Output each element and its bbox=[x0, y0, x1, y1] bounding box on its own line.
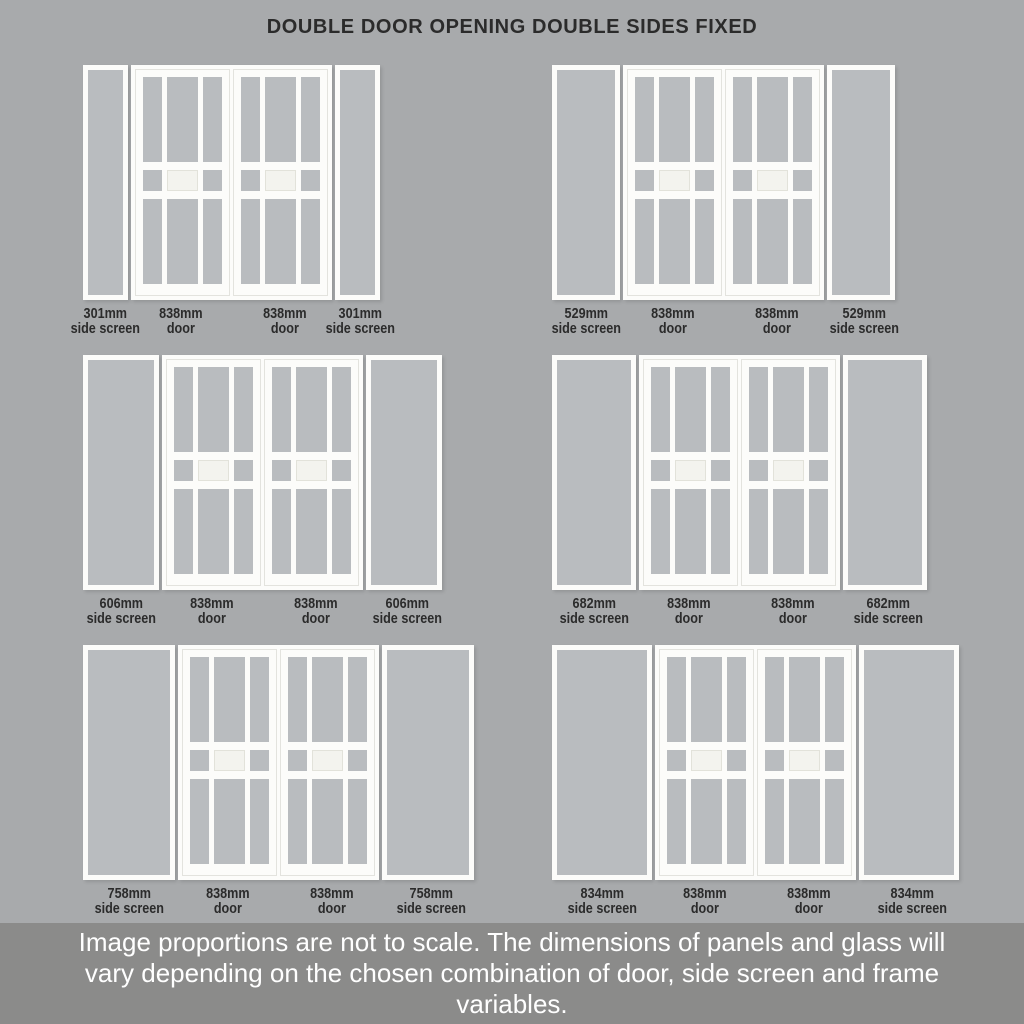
glass-pane bbox=[143, 170, 162, 191]
double-door-unit bbox=[178, 645, 379, 880]
side-screen-caption: side screen bbox=[70, 320, 141, 337]
glass-pane bbox=[301, 199, 320, 284]
glass-pane bbox=[214, 657, 246, 742]
side-screen-right bbox=[827, 65, 895, 300]
door-size: 838mm bbox=[683, 885, 727, 902]
glass-pane bbox=[203, 199, 222, 284]
mid-panel bbox=[675, 460, 707, 481]
glass-pane bbox=[250, 779, 269, 864]
door-label bbox=[755, 306, 798, 336]
door-right bbox=[741, 359, 836, 586]
glass-pane bbox=[296, 367, 328, 452]
glass-pane bbox=[757, 77, 789, 162]
glass-pane bbox=[809, 489, 828, 574]
door-assembly bbox=[552, 65, 898, 355]
door-size: 838mm bbox=[755, 305, 799, 322]
mid-panel bbox=[214, 750, 246, 771]
side-screen-right bbox=[366, 355, 442, 590]
glass-pane bbox=[757, 199, 789, 284]
side-screen-left bbox=[83, 645, 175, 880]
door-label bbox=[668, 596, 711, 626]
mid-panel bbox=[265, 170, 297, 191]
glass-pane bbox=[651, 367, 670, 452]
glass-pane bbox=[727, 779, 746, 864]
glass-pane bbox=[312, 657, 344, 742]
glass-pane bbox=[789, 657, 821, 742]
glass-pane bbox=[234, 489, 253, 574]
glass-pane bbox=[332, 489, 351, 574]
glass-pane bbox=[675, 367, 707, 452]
door-caption: door bbox=[198, 610, 227, 627]
glass-pane bbox=[765, 657, 784, 742]
door-caption: door bbox=[214, 900, 243, 917]
mid-panel bbox=[773, 460, 805, 481]
side-screen-glass bbox=[832, 70, 890, 295]
glass-pane bbox=[203, 170, 222, 191]
side-screen-right bbox=[859, 645, 959, 880]
door-assembly bbox=[83, 355, 445, 645]
door-size: 838mm bbox=[263, 305, 307, 322]
double-door-unit bbox=[623, 65, 824, 300]
door-left bbox=[166, 359, 261, 586]
door-left bbox=[643, 359, 738, 586]
mid-panel bbox=[167, 170, 199, 191]
glass-pane bbox=[272, 367, 291, 452]
side-screen-caption: side screen bbox=[325, 320, 396, 337]
glass-pane bbox=[332, 367, 351, 452]
glass-pane bbox=[793, 170, 812, 191]
door-size: 838mm bbox=[190, 595, 234, 612]
side-screen-glass bbox=[371, 360, 437, 585]
double-door-unit bbox=[131, 65, 332, 300]
labels-row bbox=[83, 886, 477, 916]
glass-pane bbox=[241, 77, 260, 162]
glass-pane bbox=[272, 460, 291, 481]
glass-pane bbox=[727, 657, 746, 742]
door-right bbox=[264, 359, 359, 586]
side-screen-size: 682mm bbox=[866, 595, 910, 612]
door-caption: door bbox=[762, 320, 791, 337]
glass-pane bbox=[773, 367, 805, 452]
glass-pane bbox=[675, 489, 707, 574]
glass-pane bbox=[265, 199, 297, 284]
side-screen-label bbox=[567, 886, 636, 916]
door-left bbox=[627, 69, 722, 296]
glass-pane bbox=[711, 460, 730, 481]
side-screen-size: 606mm bbox=[385, 595, 429, 612]
side-screen-caption: side screen bbox=[86, 610, 156, 627]
side-screen-caption: side screen bbox=[94, 900, 164, 917]
door-size: 838mm bbox=[159, 305, 203, 322]
door-label bbox=[160, 306, 203, 336]
mid-panel bbox=[296, 460, 328, 481]
side-screen-label bbox=[326, 306, 395, 336]
glass-pane bbox=[174, 367, 193, 452]
door-assembly bbox=[70, 65, 396, 355]
labels-row bbox=[552, 596, 930, 626]
side-screen-glass bbox=[557, 650, 647, 875]
side-screen-size: 758mm bbox=[409, 885, 453, 902]
panels-row bbox=[83, 65, 383, 300]
side-screen-caption: side screen bbox=[551, 320, 621, 337]
door-right bbox=[233, 69, 328, 296]
door-assembly bbox=[552, 355, 930, 645]
door-size: 838mm bbox=[206, 885, 250, 902]
door-size: 838mm bbox=[771, 595, 815, 612]
door-size: 838mm bbox=[787, 885, 831, 902]
glass-pane bbox=[288, 657, 307, 742]
side-screen-right bbox=[382, 645, 474, 880]
glass-pane bbox=[651, 489, 670, 574]
side-screen-label bbox=[86, 596, 155, 626]
glass-pane bbox=[348, 779, 367, 864]
side-screen-glass bbox=[387, 650, 469, 875]
door-left bbox=[135, 69, 230, 296]
glass-pane bbox=[241, 170, 260, 191]
glass-pane bbox=[272, 489, 291, 574]
mid-panel bbox=[757, 170, 789, 191]
side-screen-size: 529mm bbox=[564, 305, 608, 322]
door-size: 838mm bbox=[651, 305, 695, 322]
door-caption: door bbox=[270, 320, 299, 337]
door-label bbox=[771, 596, 814, 626]
mid-panel bbox=[659, 170, 691, 191]
glass-pane bbox=[691, 657, 723, 742]
side-screen-size: 529mm bbox=[842, 305, 886, 322]
side-screen-caption: side screen bbox=[877, 900, 947, 917]
side-screen-label bbox=[94, 886, 163, 916]
glass-pane bbox=[749, 460, 768, 481]
glass-pane bbox=[659, 199, 691, 284]
door-label bbox=[787, 886, 830, 916]
side-screen-glass bbox=[557, 70, 615, 295]
door-label bbox=[207, 886, 250, 916]
side-screen-caption: side screen bbox=[567, 900, 637, 917]
glass-pane bbox=[667, 657, 686, 742]
glass-pane bbox=[167, 199, 199, 284]
door-right bbox=[280, 649, 375, 876]
glass-pane bbox=[793, 77, 812, 162]
glass-pane bbox=[733, 199, 752, 284]
door-left bbox=[659, 649, 754, 876]
door-caption: door bbox=[691, 900, 720, 917]
mid-panel bbox=[789, 750, 821, 771]
door-right bbox=[725, 69, 820, 296]
glass-pane bbox=[234, 460, 253, 481]
side-screen-caption: side screen bbox=[396, 900, 466, 917]
side-screen-label bbox=[551, 306, 620, 336]
glass-pane bbox=[711, 367, 730, 452]
side-screen-right bbox=[335, 65, 380, 300]
door-caption: door bbox=[794, 900, 823, 917]
glass-pane bbox=[288, 779, 307, 864]
side-screen-right bbox=[843, 355, 927, 590]
glass-pane bbox=[214, 779, 246, 864]
glass-pane bbox=[348, 657, 367, 742]
glass-pane bbox=[265, 77, 297, 162]
glass-pane bbox=[198, 489, 230, 574]
side-screen-left bbox=[552, 355, 636, 590]
side-screen-label bbox=[559, 596, 628, 626]
mid-panel bbox=[691, 750, 723, 771]
glass-pane bbox=[234, 367, 253, 452]
side-screen-label bbox=[853, 596, 922, 626]
glass-pane bbox=[301, 170, 320, 191]
glass-pane bbox=[793, 199, 812, 284]
glass-pane bbox=[711, 489, 730, 574]
double-door-unit bbox=[162, 355, 363, 590]
side-screen-glass bbox=[88, 360, 154, 585]
glass-pane bbox=[695, 77, 714, 162]
glass-pane bbox=[825, 657, 844, 742]
glass-pane bbox=[635, 170, 654, 191]
glass-pane bbox=[773, 489, 805, 574]
glass-pane bbox=[667, 750, 686, 771]
glass-pane bbox=[190, 657, 209, 742]
glass-pane bbox=[825, 779, 844, 864]
side-screen-label bbox=[372, 596, 441, 626]
panels-row bbox=[552, 645, 962, 880]
door-label bbox=[684, 886, 727, 916]
glass-pane bbox=[727, 750, 746, 771]
door-caption: door bbox=[659, 320, 688, 337]
glass-pane bbox=[288, 750, 307, 771]
side-screen-left bbox=[83, 65, 128, 300]
glass-pane bbox=[635, 77, 654, 162]
door-size: 838mm bbox=[310, 885, 354, 902]
glass-pane bbox=[167, 77, 199, 162]
door-size: 838mm bbox=[294, 595, 338, 612]
diagram-grid bbox=[70, 65, 1024, 935]
door-caption: door bbox=[301, 610, 330, 627]
glass-pane bbox=[765, 750, 784, 771]
door-left bbox=[182, 649, 277, 876]
mid-panel bbox=[312, 750, 344, 771]
side-screen-size: 834mm bbox=[580, 885, 624, 902]
glass-pane bbox=[749, 489, 768, 574]
glass-pane bbox=[667, 779, 686, 864]
side-screen-glass bbox=[88, 70, 123, 295]
footer-disclaimer-bar bbox=[0, 923, 1024, 1024]
door-label bbox=[263, 306, 306, 336]
glass-pane bbox=[809, 460, 828, 481]
door-label bbox=[191, 596, 234, 626]
glass-pane bbox=[733, 77, 752, 162]
glass-pane bbox=[174, 460, 193, 481]
mid-panel bbox=[198, 460, 230, 481]
side-screen-caption: side screen bbox=[372, 610, 442, 627]
glass-pane bbox=[190, 779, 209, 864]
door-caption: door bbox=[778, 610, 807, 627]
glass-pane bbox=[301, 77, 320, 162]
glass-pane bbox=[695, 199, 714, 284]
door-label bbox=[652, 306, 695, 336]
glass-pane bbox=[659, 77, 691, 162]
glass-pane bbox=[203, 77, 222, 162]
glass-pane bbox=[825, 750, 844, 771]
glass-pane bbox=[312, 779, 344, 864]
side-screen-left bbox=[83, 355, 159, 590]
double-door-unit bbox=[655, 645, 856, 880]
panels-row bbox=[83, 355, 445, 590]
door-assembly bbox=[552, 645, 962, 935]
door-caption: door bbox=[317, 900, 346, 917]
glass-pane bbox=[332, 460, 351, 481]
side-screen-glass bbox=[557, 360, 631, 585]
door-caption: door bbox=[675, 610, 704, 627]
side-screen-label bbox=[877, 886, 946, 916]
side-screen-label bbox=[71, 306, 140, 336]
side-screen-size: 301mm bbox=[83, 305, 128, 322]
side-screen-glass bbox=[340, 70, 375, 295]
glass-pane bbox=[809, 367, 828, 452]
page-title: DOUBLE DOOR OPENING DOUBLE SIDES FIXED bbox=[266, 16, 758, 38]
glass-pane bbox=[348, 750, 367, 771]
side-screen-size: 682mm bbox=[572, 595, 616, 612]
door-size: 838mm bbox=[667, 595, 711, 612]
door-label bbox=[310, 886, 353, 916]
side-screen-size: 606mm bbox=[99, 595, 143, 612]
door-right bbox=[757, 649, 852, 876]
labels-row bbox=[552, 306, 898, 336]
glass-pane bbox=[143, 77, 162, 162]
labels-row bbox=[83, 596, 445, 626]
side-screen-caption: side screen bbox=[829, 320, 899, 337]
side-screen-label bbox=[829, 306, 898, 336]
side-screen-label bbox=[396, 886, 465, 916]
glass-pane bbox=[749, 367, 768, 452]
glass-pane bbox=[691, 779, 723, 864]
side-screen-caption: side screen bbox=[559, 610, 629, 627]
footer-disclaimer: Image proportions are not to scale. The dimensions of panels and glass will vary depending on the chosen combination of door, side screen and frame variables. bbox=[78, 927, 946, 1019]
door-caption: door bbox=[167, 320, 196, 337]
door-label bbox=[294, 596, 337, 626]
panels-row bbox=[552, 65, 898, 300]
side-screen-left bbox=[552, 65, 620, 300]
glass-pane bbox=[296, 489, 328, 574]
panels-row bbox=[83, 645, 477, 880]
side-screen-size: 301mm bbox=[338, 305, 383, 322]
glass-pane bbox=[143, 199, 162, 284]
glass-pane bbox=[198, 367, 230, 452]
glass-pane bbox=[635, 199, 654, 284]
side-screen-glass bbox=[848, 360, 922, 585]
glass-pane bbox=[190, 750, 209, 771]
side-screen-size: 834mm bbox=[890, 885, 934, 902]
side-screen-caption: side screen bbox=[853, 610, 923, 627]
side-screen-size: 758mm bbox=[107, 885, 151, 902]
double-door-unit bbox=[639, 355, 840, 590]
glass-pane bbox=[789, 779, 821, 864]
side-screen-glass bbox=[88, 650, 170, 875]
glass-pane bbox=[174, 489, 193, 574]
glass-pane bbox=[250, 657, 269, 742]
glass-pane bbox=[651, 460, 670, 481]
glass-pane bbox=[241, 199, 260, 284]
glass-pane bbox=[765, 779, 784, 864]
glass-pane bbox=[733, 170, 752, 191]
glass-pane bbox=[695, 170, 714, 191]
door-assembly bbox=[83, 645, 477, 935]
side-screen-left bbox=[552, 645, 652, 880]
labels-row bbox=[552, 886, 962, 916]
glass-pane bbox=[250, 750, 269, 771]
side-screen-glass bbox=[864, 650, 954, 875]
labels-row bbox=[70, 305, 396, 337]
panels-row bbox=[552, 355, 930, 590]
